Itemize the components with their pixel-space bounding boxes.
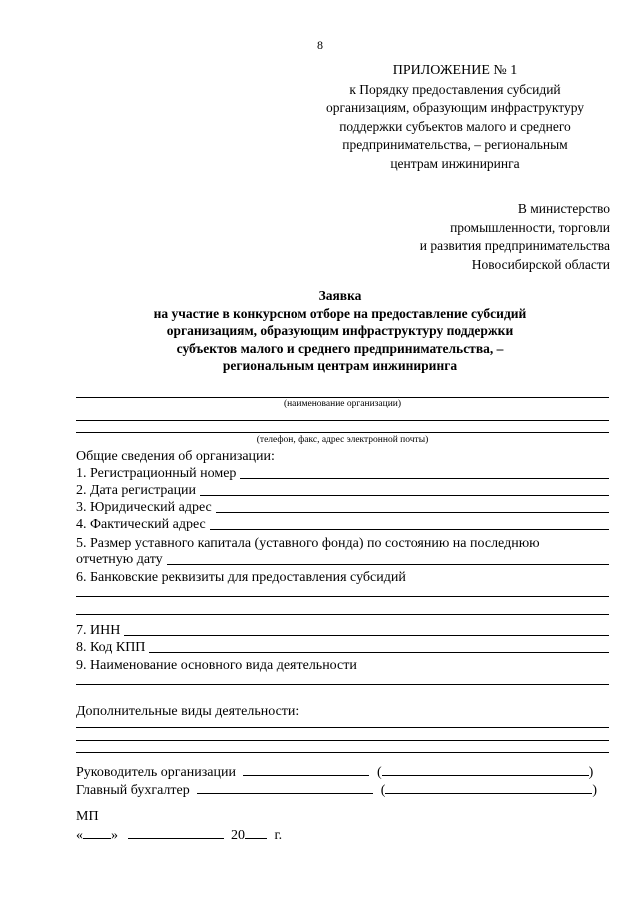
general-info-heading: Общие сведения об организации: bbox=[76, 449, 275, 464]
accountant-signature-input[interactable] bbox=[197, 793, 373, 794]
paren-open: ( bbox=[380, 783, 386, 798]
head-signature-input[interactable] bbox=[243, 775, 369, 776]
title-line: на участие в конкурсном отборе на предоставление субсидий bbox=[153, 305, 527, 321]
title-heading: Заявка bbox=[318, 288, 362, 303]
additional-activities-label: Дополнительные виды деятельности: bbox=[76, 704, 300, 719]
inn-input[interactable] bbox=[124, 635, 609, 636]
title-line: региональным центрам инжиниринга bbox=[222, 358, 458, 373]
quote-close: » bbox=[111, 828, 118, 843]
paren-close: ) bbox=[588, 765, 594, 780]
bank-details-line[interactable] bbox=[76, 614, 609, 615]
paren-close: ) bbox=[592, 783, 598, 798]
contacts-caption: (телефон, факс, адрес электронной почты) bbox=[256, 435, 429, 445]
addressee-block bbox=[420, 200, 610, 274]
accountant-signature-row bbox=[76, 782, 597, 799]
head-signature-row bbox=[76, 764, 593, 781]
appendix-line: центрам инжиниринга bbox=[390, 155, 520, 171]
appendix-line: к Порядку предоставления субсидий bbox=[349, 81, 561, 97]
contacts-line[interactable] bbox=[76, 420, 609, 421]
field-registration-number bbox=[76, 465, 609, 482]
appendix-line: поддержки субъектов малого и среднего bbox=[339, 118, 571, 134]
registration-date-input[interactable] bbox=[200, 495, 609, 496]
quote-open: « bbox=[76, 828, 83, 843]
field-legal-address bbox=[76, 499, 609, 516]
field-label: 7. ИНН bbox=[76, 623, 121, 638]
additional-activities-line[interactable] bbox=[76, 740, 609, 741]
appendix-line: организациям, образующим инфраструктуру bbox=[325, 100, 585, 115]
additional-activities-line[interactable] bbox=[76, 752, 609, 753]
kpp-input[interactable] bbox=[149, 652, 609, 653]
addressee-line: и развития предпринимательства bbox=[419, 238, 610, 253]
year-prefix: 20 bbox=[231, 828, 245, 843]
contacts-line[interactable] bbox=[76, 432, 609, 433]
appendix-block bbox=[300, 62, 610, 173]
field-label: 3. Юридический адрес bbox=[76, 500, 212, 515]
additional-activities-line[interactable] bbox=[76, 727, 609, 728]
head-name-input[interactable] bbox=[382, 775, 589, 776]
field-kpp bbox=[76, 639, 609, 656]
addressee-line: В министерство bbox=[517, 201, 610, 216]
field-label: отчетную дату bbox=[76, 552, 163, 567]
field-capital-label: 5. Размер уставного капитала (уставного фонда) по состоянию на последнюю bbox=[76, 536, 540, 551]
legal-address-input[interactable] bbox=[216, 512, 609, 513]
year-input[interactable] bbox=[245, 838, 267, 839]
field-bank-label: 6. Банковские реквизиты для предоставления субсидий bbox=[76, 570, 406, 585]
field-label: 2. Дата регистрации bbox=[76, 483, 197, 498]
appendix-line: предпринимательства, – региональным bbox=[342, 137, 568, 152]
actual-address-input[interactable] bbox=[210, 529, 609, 530]
field-registration-date bbox=[76, 482, 609, 499]
main-activity-line[interactable] bbox=[76, 684, 609, 685]
month-input[interactable] bbox=[128, 838, 224, 839]
title-line: организациям, образующим инфраструктуру поддержки bbox=[166, 323, 514, 338]
field-main-activity-label: 9. Наименование основного вида деятельности bbox=[76, 658, 357, 673]
addressee-line: промышленности, торговли bbox=[450, 219, 610, 235]
field-label: 1. Регистрационный номер bbox=[76, 466, 237, 481]
field-capital bbox=[76, 551, 609, 568]
title-line: субъектов малого и среднего предпринимательства, – bbox=[176, 340, 504, 356]
page-number: 8 bbox=[317, 38, 323, 52]
accountant-name-input[interactable] bbox=[385, 793, 592, 794]
accountant-label: Главный бухгалтер bbox=[76, 783, 190, 798]
field-actual-address bbox=[76, 516, 609, 533]
field-inn bbox=[76, 622, 609, 639]
addressee-line: Новосибирской области bbox=[471, 256, 610, 272]
registration-number-input[interactable] bbox=[240, 478, 609, 479]
field-label: 8. Код КПП bbox=[76, 640, 146, 655]
date-row bbox=[76, 827, 282, 844]
year-suffix: г. bbox=[274, 828, 283, 843]
day-input[interactable] bbox=[83, 838, 111, 839]
bank-details-line[interactable] bbox=[76, 596, 609, 597]
org-name-line[interactable] bbox=[76, 397, 609, 398]
field-label: 4. Фактический адрес bbox=[76, 517, 206, 532]
document-title bbox=[60, 287, 620, 375]
appendix-title: ПРИЛОЖЕНИЕ № 1 bbox=[392, 63, 518, 78]
head-label: Руководитель организации bbox=[76, 765, 236, 780]
stamp-mark: МП bbox=[76, 809, 99, 824]
paren-open: ( bbox=[376, 765, 382, 780]
org-name-caption: (наименование организации) bbox=[283, 399, 402, 409]
capital-input[interactable] bbox=[167, 564, 609, 565]
